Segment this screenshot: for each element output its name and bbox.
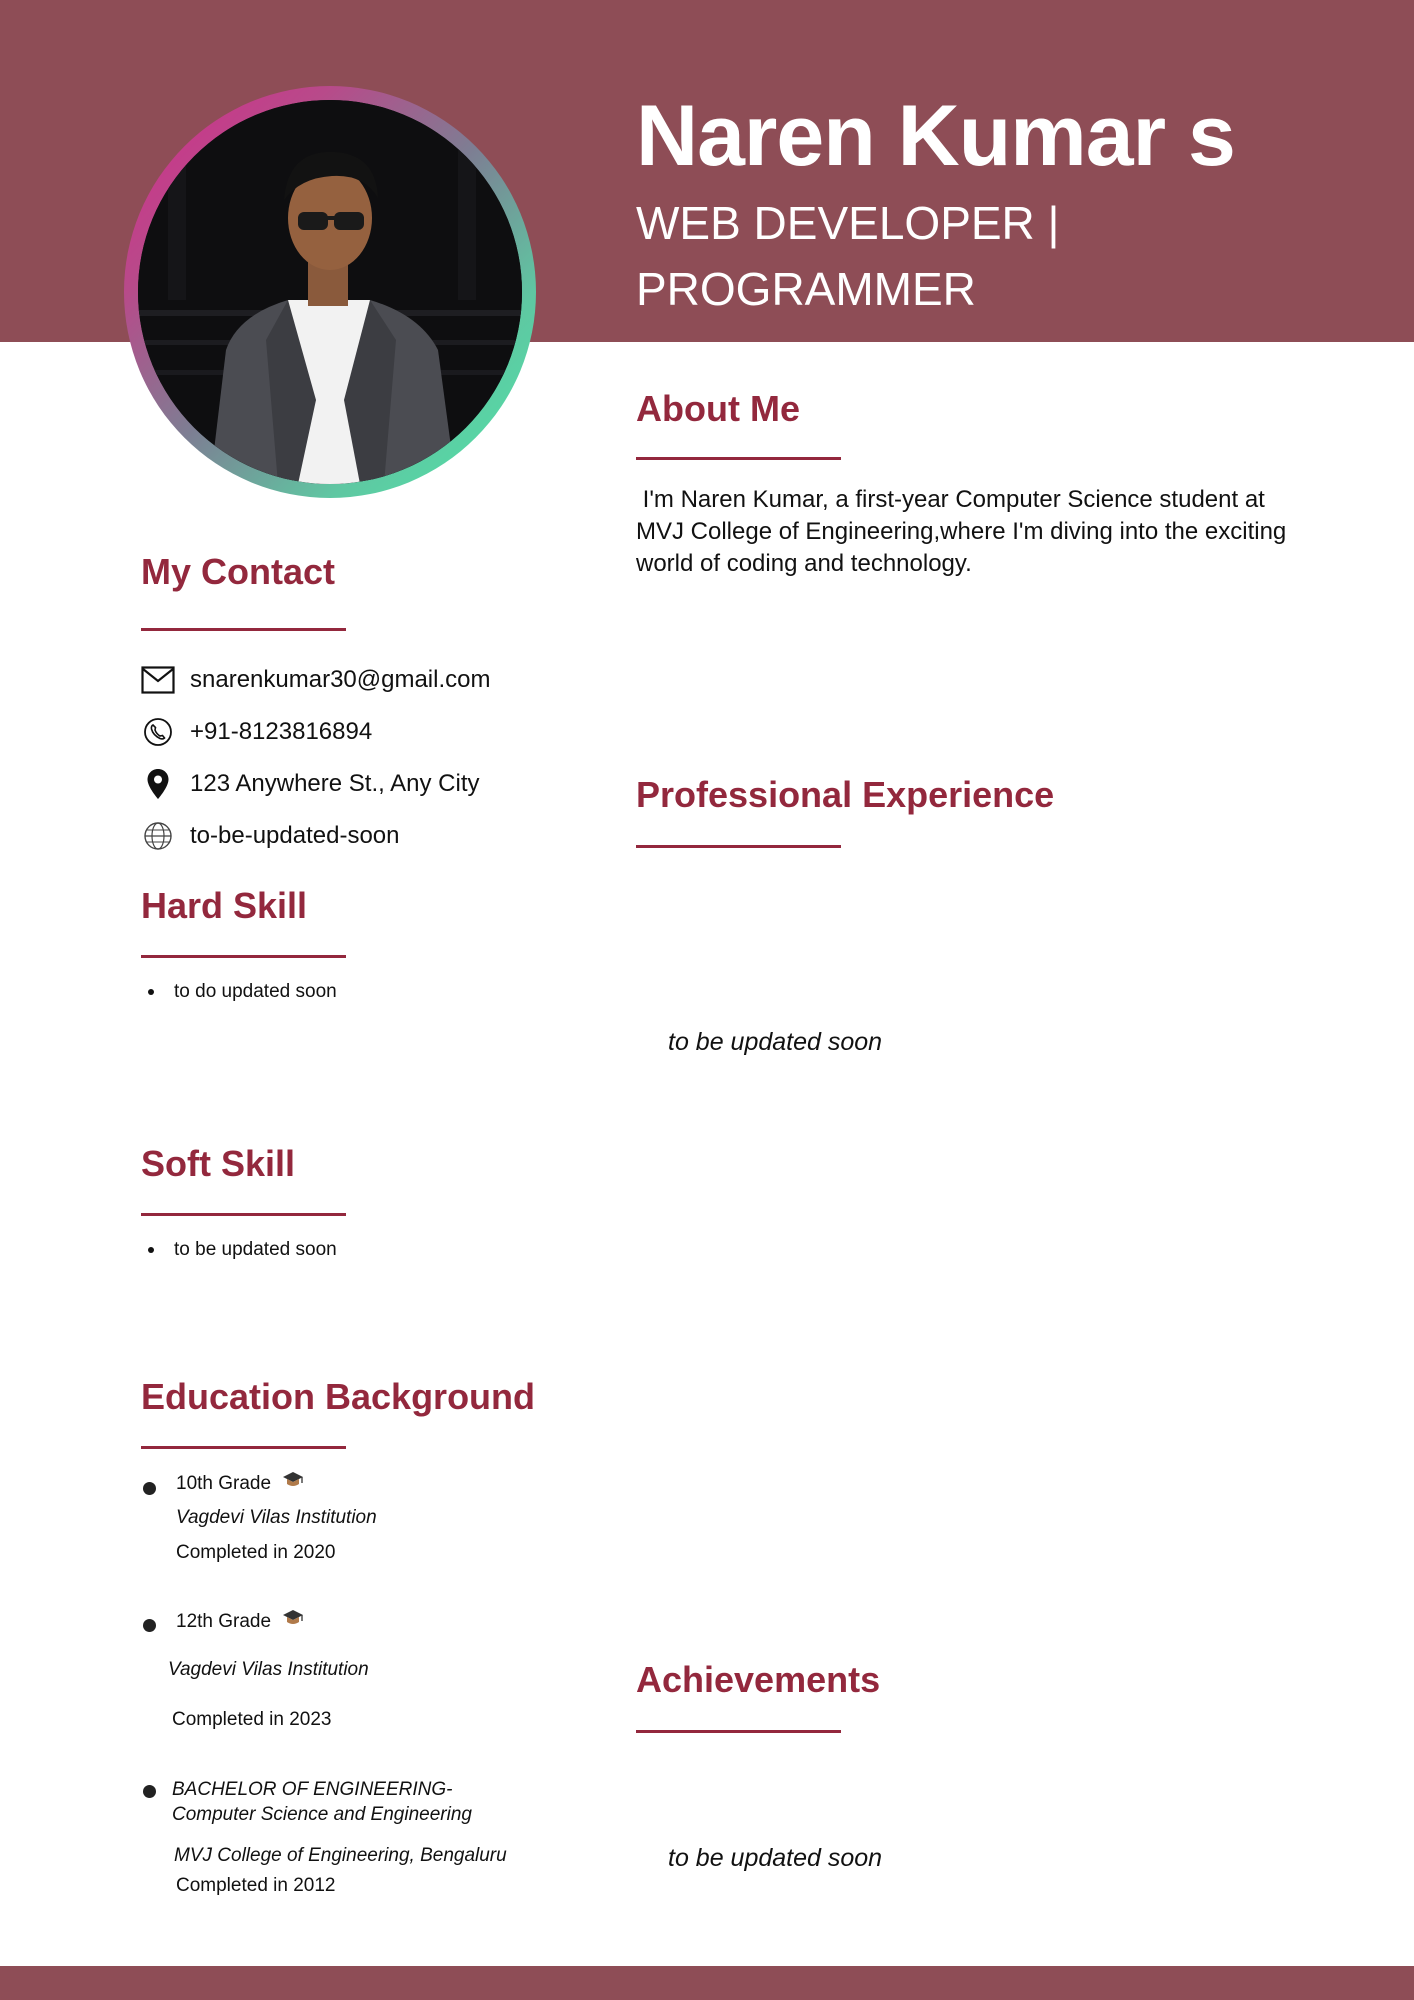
contact-title: My Contact [141,551,336,592]
graduation-cap-icon [282,1609,304,1635]
contact-address-row [140,764,480,804]
experience-title: Professional Experience [636,774,1055,815]
bullet-dot [148,1247,154,1253]
education-institution: MVJ College of Engineering, Bengaluru [174,1845,507,1866]
soft-skill-underline [141,1213,346,1216]
education-bullet [143,1619,156,1632]
about-text: I'm Naren Kumar, a first-year Computer Science student at MVJ College of Engineering,where I'm diving into the exciting world of coding and technology. [636,486,1293,577]
education-completed: Completed in 2012 [176,1875,336,1896]
education-bullet [143,1482,156,1495]
contact-website-row[interactable] [140,816,399,856]
education-completed: Completed in 2020 [176,1542,336,1563]
footer-band [0,1966,1414,2000]
graduation-cap-icon [282,1471,304,1497]
contact-phone[interactable]: +91-8123816894 [190,718,373,745]
education-title: Education Background [141,1376,536,1417]
contact-email-row[interactable] [140,660,490,700]
experience-underline [636,845,841,848]
education-degree-text: 10th Grade [176,1473,272,1495]
hard-skill-text: to do updated soon [174,981,337,1002]
globe-icon [140,818,176,854]
profile-photo-ring [124,86,536,498]
education-degree [176,1471,304,1497]
education-institution: Vagdevi Vilas Institution [176,1507,377,1528]
soft-skill-item [148,1239,337,1261]
achievements-title: Achievements [636,1659,881,1700]
contact-address: 123 Anywhere St., Any City [190,770,480,797]
achievements-placeholder: to be updated soon [668,1844,883,1872]
candidate-role: WEB DEVELOPER | PROGRAMMER [636,197,1060,315]
profile-photo [138,100,522,484]
achievements-underline [636,1730,841,1733]
contact-phone-row[interactable] [140,712,372,752]
hard-skill-title: Hard Skill [141,885,308,926]
education-completed: Completed in 2023 [172,1709,332,1730]
about-title: About Me [636,388,800,429]
profile-photo-illustration [138,100,522,484]
phone-icon [140,714,176,750]
education-underline [141,1446,346,1449]
soft-skill-text: to be updated soon [174,1239,337,1260]
education-degree-line1: BACHELOR OF ENGINEERING- [172,1779,453,1800]
bullet-dot [148,989,154,995]
contact-website[interactable]: to-be-updated-soon [190,822,400,849]
contact-email[interactable]: snarenkumar30@gmail.com [190,666,491,693]
location-pin-icon [140,766,176,802]
education-degree-line2: Computer Science and Engineering [172,1804,472,1825]
soft-skill-title: Soft Skill [141,1143,296,1184]
contact-underline [141,628,346,631]
email-icon [140,662,176,698]
education-bullet [143,1785,156,1798]
hard-skill-underline [141,955,346,958]
experience-placeholder: to be updated soon [668,1028,883,1056]
about-underline [636,457,841,460]
education-degree-text: 12th Grade [176,1611,272,1633]
candidate-name: Naren Kumar s [636,88,1235,184]
education-degree [176,1609,304,1635]
education-institution: Vagdevi Vilas Institution [168,1659,369,1680]
hard-skill-item [148,981,337,1003]
